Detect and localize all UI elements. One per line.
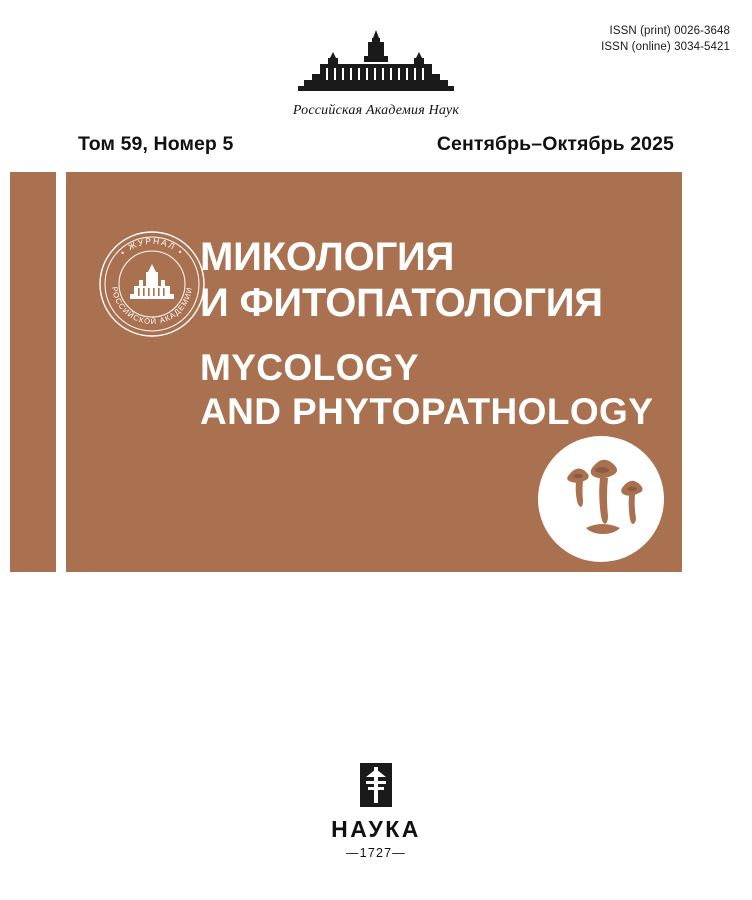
cover-artwork xyxy=(10,172,682,572)
journal-title-en-line2: AND PHYTOPATHOLOGY xyxy=(200,391,654,433)
svg-text:• ЖУРНАЛ •: • ЖУРНАЛ • xyxy=(118,235,186,258)
academy-caption: Российская Академия Наук xyxy=(292,103,460,118)
mushroom-icon xyxy=(538,436,664,562)
journal-title-ru xyxy=(200,234,670,327)
mushrooms-illustration xyxy=(538,436,664,562)
issue-line xyxy=(0,133,752,156)
spine-gap xyxy=(56,172,66,572)
journal-title-ru-line2: И ФИТОПАТОЛОГИЯ xyxy=(200,281,603,326)
cover-spine xyxy=(10,172,56,572)
cover-front xyxy=(66,172,682,572)
publisher-name: НАУКА xyxy=(331,816,421,842)
journal-title-en-line1: MYCOLOGY xyxy=(200,347,420,388)
seal-icon xyxy=(98,230,206,338)
publisher-year: —1727— xyxy=(345,846,406,860)
journal-title-ru-line1: МИКОЛОГИЯ xyxy=(200,235,455,279)
publisher-block xyxy=(0,762,752,860)
journal-title-en xyxy=(200,346,670,435)
issn-online: ISSN (online) 3034-5421 xyxy=(601,40,730,53)
issn-print: ISSN (print) 0026-3648 xyxy=(609,25,730,37)
issue-date: Сентябрь–Октябрь 2025 xyxy=(436,133,674,155)
svg-text:РОССИЙСКОЙ АКАДЕМИИ: РОССИЙСКОЙ АКАДЕМИИ xyxy=(110,285,194,327)
journal-seal xyxy=(98,230,206,338)
academy-emblem xyxy=(0,30,752,119)
academy-building-icon xyxy=(276,30,476,102)
issue-volume: Том 59, Номер 5 xyxy=(78,133,234,155)
nauka-mark-icon xyxy=(359,762,393,808)
nauka-logo xyxy=(359,762,393,808)
spine-text xyxy=(0,164,10,564)
